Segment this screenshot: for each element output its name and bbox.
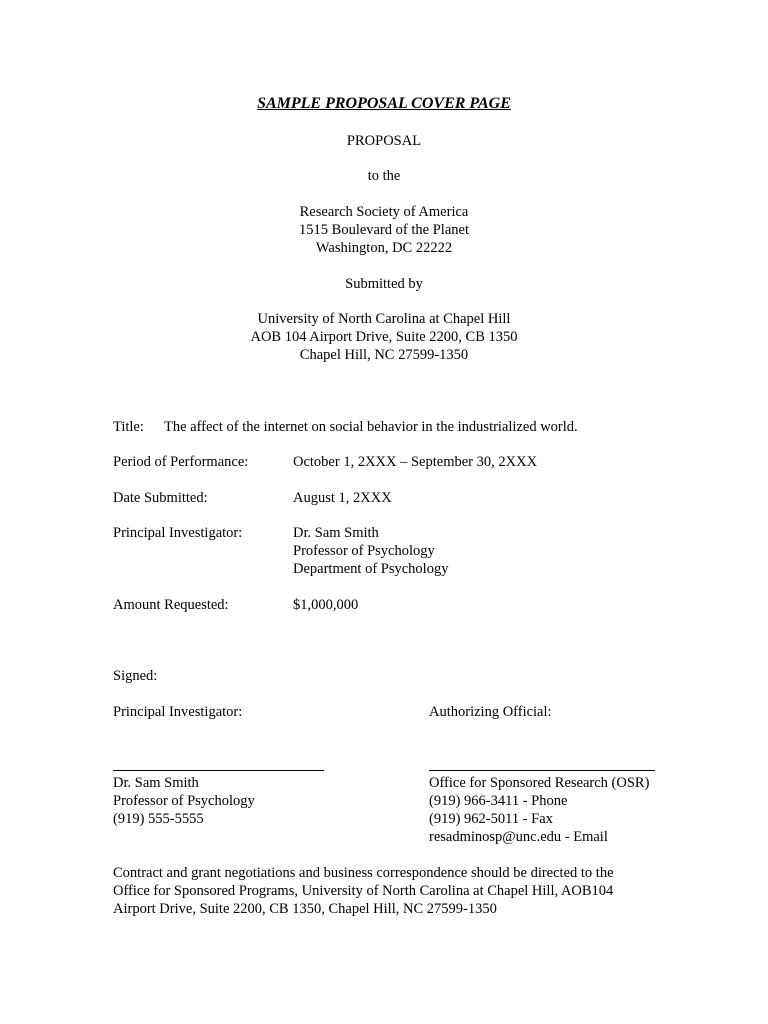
submitter-address-line2: Chapel Hill, NC 27599-1350 [299,347,469,363]
to-the-label: to the [367,168,401,184]
pi-signature-label: Principal Investigator: [113,704,243,720]
official-phone: (919) 966-3411 - Phone [429,793,568,809]
pi-signer-name: Dr. Sam Smith [113,775,199,791]
period-label: Period of Performance: [113,454,249,470]
title-label: Title: [113,419,144,435]
submitter-name: University of North Carolina at Chapel Hill [257,311,511,327]
pi-signer-position: Professor of Psychology [113,793,255,809]
recipient-address-line1: 1515 Boulevard of the Planet [299,222,469,238]
footer-line-2: Office for Sponsored Programs, University of North Carolina at Chapel Hill, AOB104 [113,883,614,899]
page-title: SAMPLE PROPOSAL COVER PAGE [257,95,511,112]
pi-signer-phone: (919) 555-5555 [113,811,204,827]
official-fax: (919) 962-5011 - Fax [429,811,553,827]
title-value: The affect of the internet on social behavior in the industrialized world. [164,419,578,435]
amount-value: $1,000,000 [293,597,359,613]
amount-label: Amount Requested: [113,597,229,613]
signed-label: Signed: [113,668,158,684]
pi-label: Principal Investigator: [113,525,243,541]
pi-signature-line[interactable] [113,770,324,771]
date-submitted-label: Date Submitted: [113,490,208,506]
pi-position: Professor of Psychology [293,543,435,559]
footer-line-1: Contract and grant negotiations and business correspondence should be directed to the [113,865,614,881]
footer-line-3: Airport Drive, Suite 2200, CB 1350, Chapel Hill, NC 27599-1350 [113,901,497,917]
official-signature-label: Authorizing Official: [429,704,552,720]
official-signature-line[interactable] [429,770,655,771]
date-submitted-value: August 1, 2XXX [293,490,392,506]
submitted-by-label: Submitted by [345,276,423,292]
official-email: resadminosp@unc.edu - Email [429,829,608,845]
period-value: October 1, 2XXX – September 30, 2XXX [293,454,538,470]
pi-name: Dr. Sam Smith [293,525,379,541]
recipient-address-line2: Washington, DC 22222 [315,240,453,256]
submitter-address-line1: AOB 104 Airport Drive, Suite 2200, CB 1350 [250,329,518,345]
recipient-name: Research Society of America [299,204,469,220]
pi-department: Department of Psychology [293,561,449,577]
proposal-label: PROPOSAL [346,133,422,149]
official-office: Office for Sponsored Research (OSR) [429,775,650,791]
